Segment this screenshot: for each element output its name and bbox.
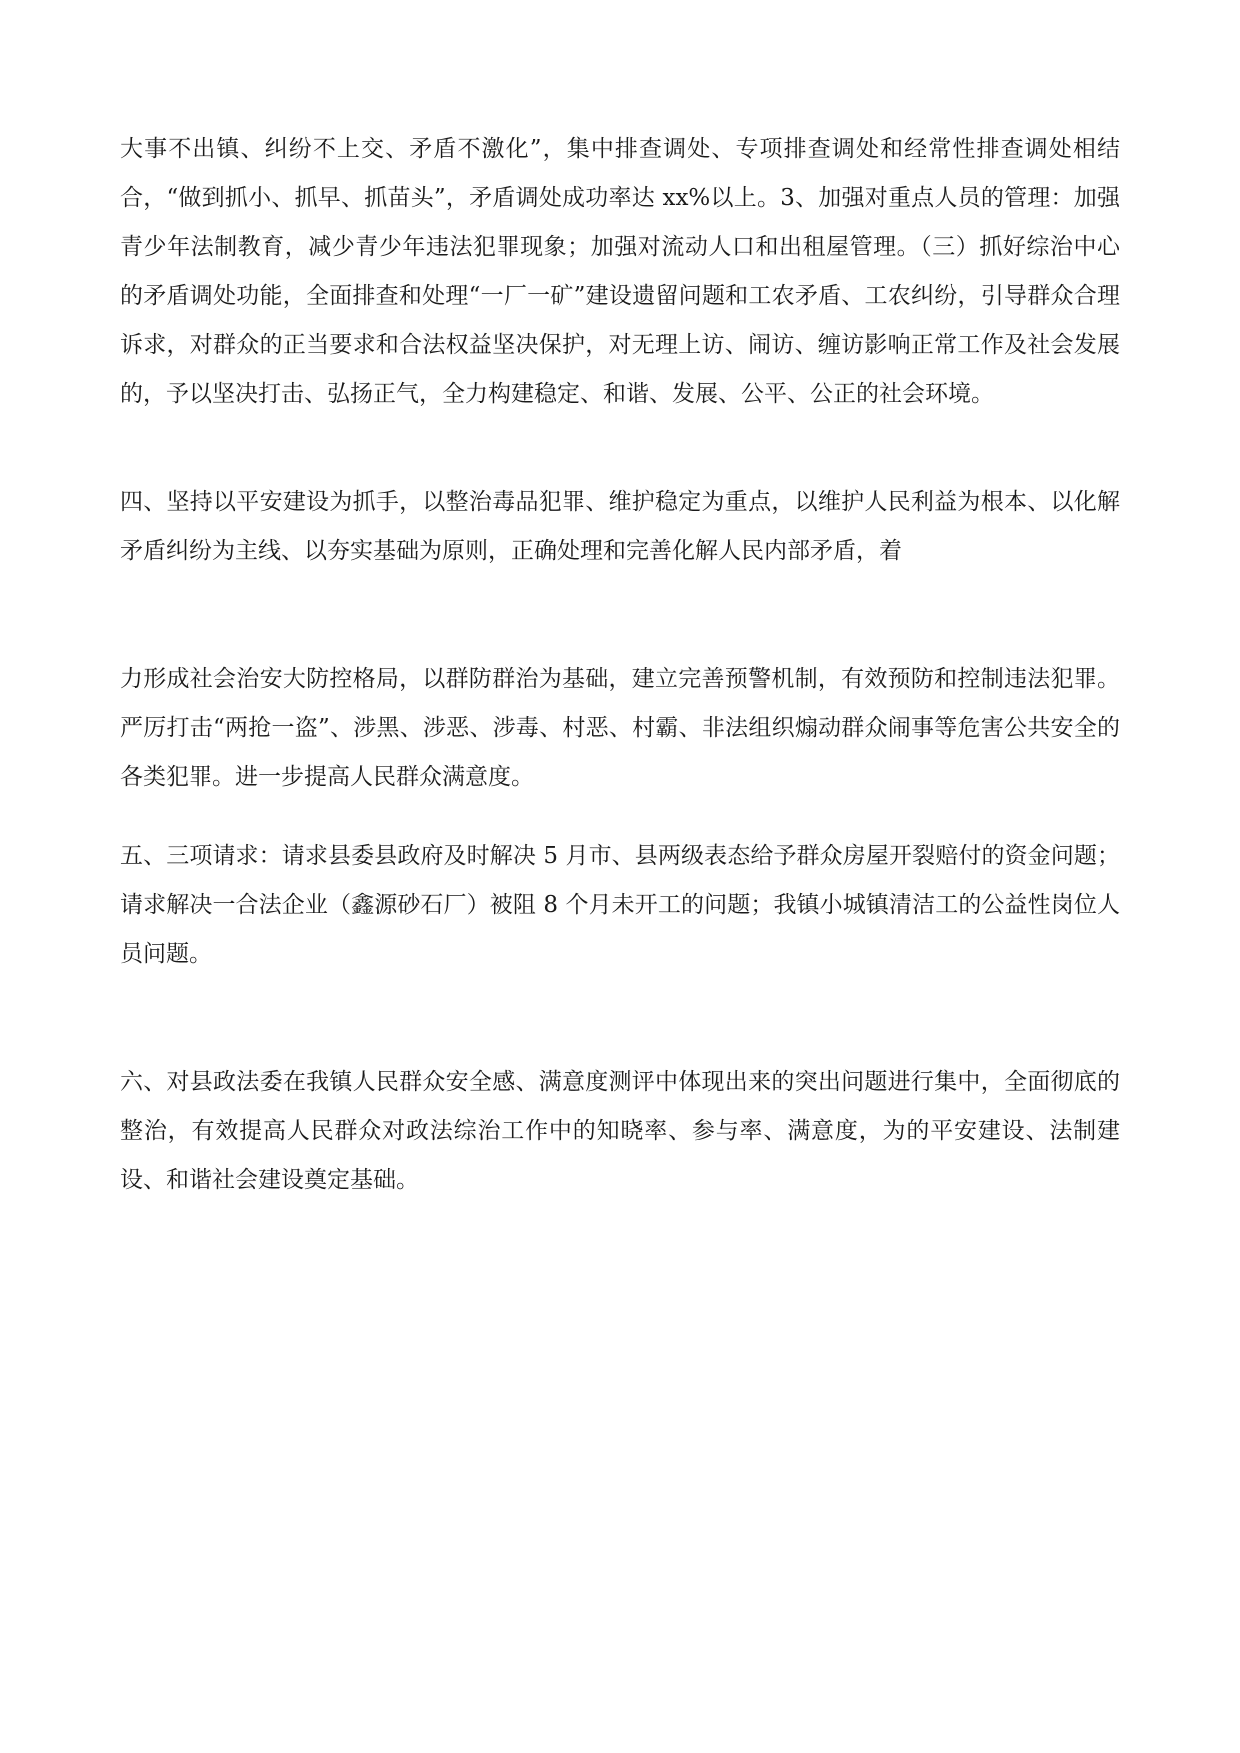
paragraph-section-six: 六、对县政法委在我镇人民群众安全感、满意度测评中体现出来的突出问题进行集中，全面彻底的整治，有效提高人民群众对政法综治工作中的知晓率、参与率、满意度，为的平安建设、法制建设、和谐社会建设奠定基础。	[120, 1069, 1120, 1193]
paragraph-dispute-mediation: 大事不出镇、纠纷不上交、矛盾不激化”，集中排查调处、专项排查调处和经常性排查调处相结合，“做到抓小、抓早、抓苗头”，矛盾调处成功率达 xx%以上。3、加强对重点人员的管理：加强青少年法制教育，减少青少年违法犯罪现象；加强对流动人口和出租屋管理。（三）抓好综治中心的矛盾调处功能，全面排查和处理“一厂一矿”建设遗留问题和工农矛盾、工农纠纷，引导群众合理诉求，对群众的正当要求和合法权益坚决保护，对无理上访、闹访、缠访影响正常工作及社会发展的，予以坚决打击、弘扬正气，全力构建稳定、和谐、发展、公平、公正的社会环境。	[120, 136, 1120, 407]
paragraph-section-five: 五、三项请求：请求县委县政府及时解决 5 月市、县两级表态给予群众房屋开裂赔付的资金问题；请求解决一合法企业（鑫源砂石厂）被阻 8 个月未开工的问题；我镇小城镇清洁工的公益性岗位人员问题。	[120, 843, 1120, 967]
paragraph-section-four: 四、坚持以平安建设为抓手，以整治毒品犯罪、维护稳定为重点，以维护人民利益为根本、以化解矛盾纠纷为主线、以夯实基础为原则，正确处理和完善化解人民内部矛盾，着	[120, 489, 1120, 564]
paragraph-section-four-continued: 力形成社会治安大防控格局，以群防群治为基础，建立完善预警机制，有效预防和控制违法犯罪。严厉打击“两抢一盗”、涉黑、涉恶、涉毒、村恶、村霸、非法组织煽动群众闹事等危害公共安全的各类犯罪。进一步提高人民群众满意度。	[120, 666, 1120, 790]
